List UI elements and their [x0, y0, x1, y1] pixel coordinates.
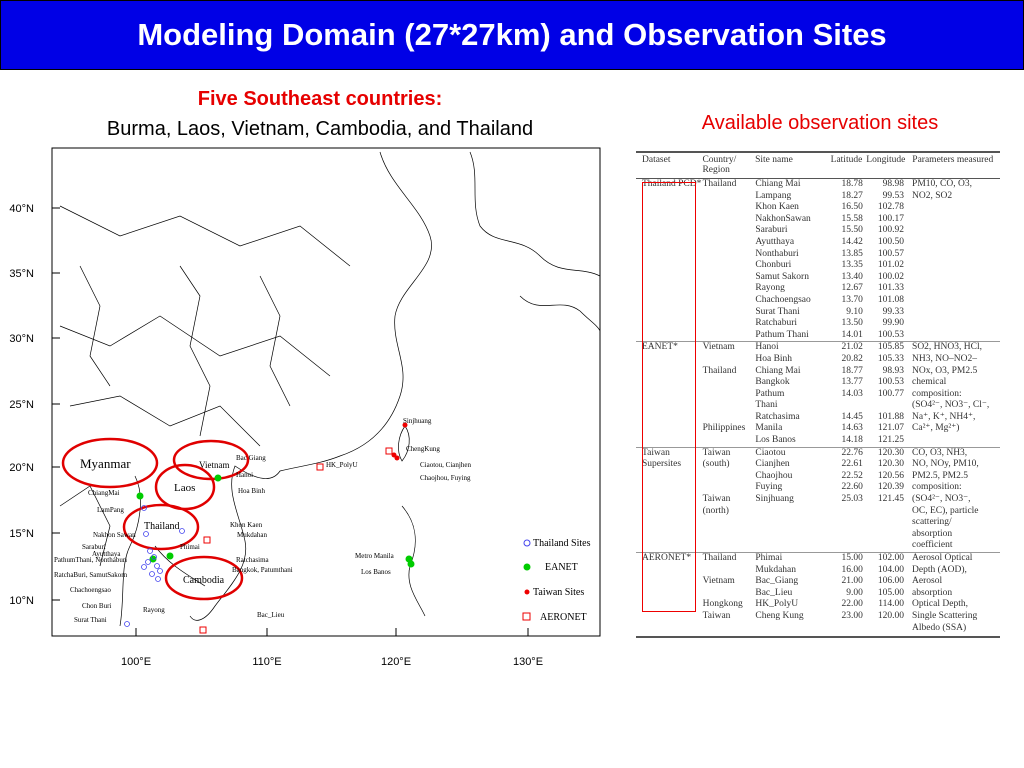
table-cell [703, 330, 756, 342]
table-cell [703, 623, 756, 635]
table-cell [703, 529, 756, 541]
header-dataset: Dataset [642, 155, 671, 165]
lat-label: 15°N [9, 528, 34, 540]
table-cell: Ratchaburi [755, 318, 798, 329]
table-row [636, 611, 1000, 623]
table-cell [824, 529, 867, 541]
table-cell: 100.53 [877, 329, 905, 340]
table-cell [755, 540, 823, 552]
table-cell: Depth (AOD), [912, 564, 967, 575]
table-cell: NO, NOy, PM10, [912, 459, 979, 470]
table-cell: 22.00 [841, 599, 863, 610]
site-label: Saraburi [82, 543, 106, 551]
lat-label: 20°N [9, 462, 34, 474]
table-cell: 106.00 [877, 576, 905, 587]
table-cell: 120.30 [877, 459, 905, 470]
header-site: Site name [755, 155, 793, 165]
table-cell: Vietnam [702, 342, 735, 353]
table-cell [912, 307, 1000, 319]
table-cell [867, 529, 912, 541]
site-label: Hoa Binh [238, 487, 266, 495]
table-cell: 99.33 [882, 306, 905, 317]
site-label: Surat Thani [74, 616, 107, 624]
table-cell: Surat Thani [755, 306, 800, 317]
table-cell: Los Banos [755, 435, 796, 446]
table-cell [703, 249, 756, 261]
table-cell [755, 517, 823, 529]
table-cell: AERONET* [642, 553, 692, 563]
table-cell [824, 540, 867, 552]
table-cell: (SO4²⁻, NO3⁻, Cl⁻, [912, 400, 990, 411]
table-cell: Fuying [755, 482, 783, 493]
table-cell [703, 482, 756, 494]
table-cell: Taiwan [702, 494, 731, 505]
table-cell: 100.50 [877, 236, 905, 247]
table-cell: Aerosol Optical [912, 553, 973, 563]
table-cell [703, 588, 756, 600]
header-parameters: Parameters measured [912, 155, 994, 165]
header-latitude: Latitude [830, 155, 863, 165]
table-cell: Albedo (SSA) [912, 622, 967, 633]
table-cell [867, 400, 912, 412]
table-cell: 14.01 [841, 329, 863, 340]
table-cell: coefficient [912, 540, 953, 551]
table-cell: Pathum [755, 388, 785, 399]
table-cell: SO2, HNO3, HCl, [912, 342, 982, 353]
table-cell [867, 623, 912, 635]
table-cell: 13.35 [841, 260, 863, 271]
table-cell: HK_PolyU [755, 599, 799, 610]
table-cell: 105.85 [877, 342, 905, 353]
table-cell [703, 307, 756, 319]
table-cell: Nonthaburi [755, 248, 799, 259]
table-cell [703, 400, 756, 412]
table-cell: Cheng Kung [755, 610, 804, 621]
table-cell [867, 540, 912, 552]
lat-label: 25°N [9, 399, 34, 411]
table-cell: Khon Kaen [755, 202, 799, 213]
table-cell [703, 225, 756, 237]
table-cell [912, 260, 1000, 272]
table-cell: Samut Sakorn [755, 271, 809, 282]
table-cell: 102.00 [877, 553, 905, 563]
table-cell: 13.50 [841, 318, 863, 329]
legend-label: AERONET [540, 612, 587, 623]
eanet-marker [408, 561, 415, 568]
table-header [636, 151, 1000, 179]
table-cell: 22.61 [841, 459, 863, 470]
site-label: ChiangMai [88, 489, 120, 497]
table-cell: Aerosol [912, 576, 943, 587]
table-cell: 22.52 [841, 470, 863, 481]
table-cell [824, 517, 867, 529]
table-cell: (SO4²⁻, NO3⁻, [912, 494, 971, 505]
table-cell [912, 237, 1000, 249]
site-label: Rayong [143, 606, 165, 614]
table-cell: 15.50 [841, 225, 863, 236]
table-cell: Chonburi [755, 260, 792, 271]
table-cell: Bac_Giang [755, 576, 799, 587]
table-cell: 14.42 [841, 236, 863, 247]
table-cell: Ciaotou [755, 447, 786, 458]
table-cell: Hongkong [702, 599, 743, 610]
table-cell: 99.53 [882, 190, 905, 201]
site-label: Chon Buri [82, 602, 112, 610]
table-cell: 15.58 [841, 213, 863, 224]
table-cell: 101.33 [877, 283, 905, 294]
site-label: Khon Kaen [230, 521, 263, 529]
table-cell: 101.02 [877, 260, 905, 271]
table-cell: 22.60 [841, 482, 863, 493]
table-cell: 121.07 [877, 423, 905, 434]
table-cell: (south) [702, 459, 730, 470]
table-cell [703, 202, 756, 214]
table-cell: (north) [702, 505, 729, 516]
header-longitude: Longitude [866, 155, 906, 165]
site-label: Bac Giang [236, 454, 266, 462]
site-label: Chachoengsao [70, 586, 111, 594]
table-cell: EANET* [642, 342, 678, 353]
table-cell: Optical Depth, [912, 599, 968, 610]
lon-label: 120°E [380, 656, 412, 668]
table-cell: absorption [912, 587, 953, 598]
table-cell: Hanoi [755, 342, 779, 353]
table-cell: Lampang [755, 190, 792, 201]
map-frame [52, 148, 600, 636]
table-cell [703, 318, 756, 330]
site-label: Phimai [180, 543, 200, 551]
table-cell [755, 623, 823, 635]
table-cell: 18.77 [841, 365, 863, 376]
table-cell [703, 471, 756, 483]
lon-label: 100°E [120, 656, 152, 668]
site-label: Metro Manila [355, 552, 394, 560]
site-label: Nakhon Sawan [93, 531, 136, 539]
table-cell: 16.00 [841, 564, 863, 575]
table-cell: Chachoengsao [755, 294, 811, 305]
table-cell [824, 506, 867, 518]
table-cell: 101.08 [877, 294, 905, 305]
site-label: Los Banos [361, 568, 391, 576]
table-cell [912, 202, 1000, 214]
table-cell: Sinjhuang [755, 494, 794, 505]
table-cell: Supersites [642, 459, 682, 470]
table-cell: Taiwan [702, 610, 731, 621]
table-cell: 18.78 [841, 179, 863, 189]
table-cell [703, 295, 756, 307]
table-cell: Ca²⁺, Mg²⁺) [912, 423, 960, 434]
table-cell: 100.92 [877, 225, 905, 236]
site-label: ChengKung [406, 445, 440, 453]
table-cell: Thailand [702, 179, 737, 189]
table-cell: 100.57 [877, 248, 905, 259]
table-cell: 99.90 [882, 318, 905, 329]
table-cell: 100.53 [877, 377, 905, 388]
table-cell: 105.00 [877, 587, 905, 598]
site-label: Sinjhuang [403, 417, 432, 425]
legend-label: Taiwan Sites [533, 587, 585, 598]
table-cell: 9.00 [846, 587, 863, 598]
table-cell: 25.03 [841, 494, 863, 505]
table-cell [703, 283, 756, 295]
table-cell [912, 225, 1000, 237]
table-cell: 114.00 [878, 599, 905, 610]
table-cell: 13.70 [841, 294, 863, 305]
observation-sites-heading: Available observation sites [701, 112, 939, 134]
table-cell: 18.27 [841, 190, 863, 201]
table-cell: 14.63 [841, 423, 863, 434]
country-label-laos: Laos [174, 482, 196, 494]
table-cell [912, 249, 1000, 261]
country-label-thailand: Thailand [144, 521, 180, 532]
table-cell: 101.88 [877, 411, 905, 422]
table-cell [912, 214, 1000, 226]
table-cell [703, 565, 756, 577]
table-cell [912, 318, 1000, 330]
table-cell [636, 611, 703, 623]
table-bottom-rule [636, 636, 1000, 638]
header-country: Country/ Region [702, 155, 737, 175]
table-cell: Taiwan [702, 447, 731, 458]
table-cell: NakhonSawan [755, 213, 811, 224]
table-cell: Chiang Mai [755, 365, 801, 376]
table-cell: 15.00 [841, 553, 863, 563]
slide-title: Modeling Domain (27*27km) and Observation Sites [137, 17, 887, 52]
country-label-myanmar: Myanmar [80, 456, 131, 471]
legend-label: EANET [545, 562, 578, 573]
table-cell: Cianjhen [755, 459, 790, 470]
table-cell [755, 506, 823, 518]
table-cell: 13.77 [841, 377, 863, 388]
table-cell [703, 412, 756, 424]
table-cell: Chiang Mai [755, 179, 801, 189]
table-cell: 120.39 [877, 482, 905, 493]
table-cell: Bangkok [755, 377, 790, 388]
table-cell: 21.00 [841, 576, 863, 587]
table-cell: 13.85 [841, 248, 863, 259]
table-cell: Rayong [755, 283, 785, 294]
title-bar [0, 0, 1024, 70]
table-cell: 100.17 [877, 213, 905, 224]
table-cell [703, 389, 756, 401]
table-cell [703, 191, 756, 203]
lat-label: 40°N [9, 203, 34, 215]
table-cell: CO, O3, NH3, [912, 447, 968, 458]
site-label: Bangkok, Patumthani [232, 566, 293, 574]
dataset-column-highlight [642, 182, 696, 612]
table-cell: 120.56 [877, 470, 905, 481]
table-cell: Vietnam [702, 576, 735, 587]
table-cell: 13.40 [841, 271, 863, 282]
table-cell: 14.18 [841, 435, 863, 446]
table-cell [703, 377, 756, 389]
table-cell [867, 506, 912, 518]
lon-label: 130°E [512, 656, 544, 668]
table-cell: Bac_Lieu [755, 587, 793, 598]
countries-list: Burma, Laos, Vietnam, Cambodia, and Thailand [106, 118, 534, 140]
table-cell: 21.02 [841, 342, 863, 353]
table-cell: composition: [912, 388, 962, 399]
site-label: Hanoi [236, 471, 254, 479]
table-cell: Philippines [702, 423, 746, 434]
table-cell: NH3, NO–NO2– [912, 353, 977, 364]
country-label-vietnam: Vietnam [199, 460, 230, 470]
table-cell: Mukdahan [755, 564, 797, 575]
table-cell: 16.50 [841, 202, 863, 213]
table-cell: 120.30 [877, 447, 905, 458]
table-cell: PM10, CO, O3, [912, 179, 972, 189]
lat-label: 10°N [9, 595, 34, 607]
table-cell [824, 400, 867, 412]
site-label: Ciaotou, Cianjhen [420, 461, 471, 469]
country-label-cambodia: Cambodia [183, 575, 225, 586]
table-cell: Chaojhou [755, 470, 793, 481]
table-cell: 14.45 [841, 411, 863, 422]
table-cell [636, 623, 703, 635]
table-cell: OC, EC), particle [912, 505, 979, 516]
table-cell [703, 517, 756, 529]
table-cell: Saraburi [755, 225, 788, 236]
site-label: PathumThani, Nonthaburi [54, 556, 128, 564]
table-cell: Thailand [702, 553, 737, 563]
table-cell: 104.00 [877, 564, 905, 575]
table-cell: 121.25 [877, 435, 905, 446]
table-cell [912, 330, 1000, 342]
eanet-marker [137, 493, 144, 500]
eanet-icon [524, 564, 531, 571]
table-cell: PM2.5, PM2.5 [912, 470, 968, 481]
table-cell: absorption [912, 528, 953, 539]
table-cell: chemical [912, 377, 947, 388]
table-cell: Na⁺, K⁺, NH4⁺, [912, 411, 976, 422]
table-cell: 120.00 [877, 610, 905, 621]
table-cell: Pathum Thani [755, 329, 809, 340]
legend-label: Thailand Sites [533, 538, 591, 549]
taiwan-sites-icon [525, 590, 530, 595]
table-cell: Thani [755, 400, 778, 411]
eanet-marker [167, 553, 174, 560]
table-cell: Taiwan [642, 447, 670, 458]
table-cell [703, 237, 756, 249]
table-cell: 100.02 [877, 271, 905, 282]
table-row [636, 623, 1000, 635]
table-cell [824, 623, 867, 635]
table-cell [703, 540, 756, 552]
table-cell: NOx, O3, PM2.5 [912, 365, 978, 376]
table-cell: 20.82 [841, 353, 863, 364]
table-cell: Thailand [702, 365, 737, 376]
eanet-marker [215, 475, 222, 482]
table-cell [912, 435, 1000, 447]
table-cell [755, 529, 823, 541]
table-cell: 14.03 [841, 388, 863, 399]
site-label: Ratchasima [236, 556, 269, 564]
table-cell [912, 272, 1000, 284]
table-cell: 12.67 [841, 283, 863, 294]
table-cell: Hoa Binh [755, 353, 793, 364]
table-cell: NO2, SO2 [912, 190, 953, 201]
table-cell: Ratchasima [755, 411, 800, 422]
table-cell [912, 295, 1000, 307]
table-cell: 98.93 [882, 365, 905, 376]
domain-map [0, 146, 610, 676]
table-cell [703, 214, 756, 226]
table-cell: composition: [912, 482, 962, 493]
taiwan-marker [395, 456, 400, 461]
lat-label: 35°N [9, 268, 34, 280]
table-cell [912, 283, 1000, 295]
table-cell: 22.76 [841, 447, 863, 458]
table-cell: Phimai [755, 553, 783, 563]
table-cell: 9.10 [846, 306, 863, 317]
lat-label: 30°N [9, 333, 34, 345]
table-cell [867, 517, 912, 529]
table-cell [703, 435, 756, 447]
table-cell [703, 354, 756, 366]
table-cell [703, 260, 756, 272]
table-cell: 121.45 [877, 494, 905, 505]
table-cell: 23.00 [841, 610, 863, 621]
table-cell: 102.78 [877, 202, 905, 213]
table-cell: 100.77 [877, 388, 905, 399]
site-label: Bac_Lieu [257, 611, 285, 619]
countries-heading: Five Southeast countries: [197, 88, 443, 110]
table-cell: Ayutthaya [755, 236, 795, 247]
table-cell [703, 272, 756, 284]
site-label: Chaojhou, Fuying [420, 474, 471, 482]
table-cell: 98.98 [882, 179, 905, 189]
site-label: Mukdahan [237, 531, 267, 539]
table-cell: Single Scattering [912, 610, 978, 621]
table-cell: scattering/ [912, 517, 952, 528]
site-label: Ayutthaya [92, 550, 121, 558]
site-label: LamPang [97, 506, 124, 514]
site-label: HK_PolyU [326, 461, 358, 469]
lon-label: 110°E [252, 656, 282, 668]
table-cell: 105.33 [877, 353, 905, 364]
table-cell: Thailand PCD* [642, 179, 702, 189]
table-cell: Manila [755, 423, 783, 434]
site-label: RatchaBuri, SamutSakorn [54, 571, 128, 579]
